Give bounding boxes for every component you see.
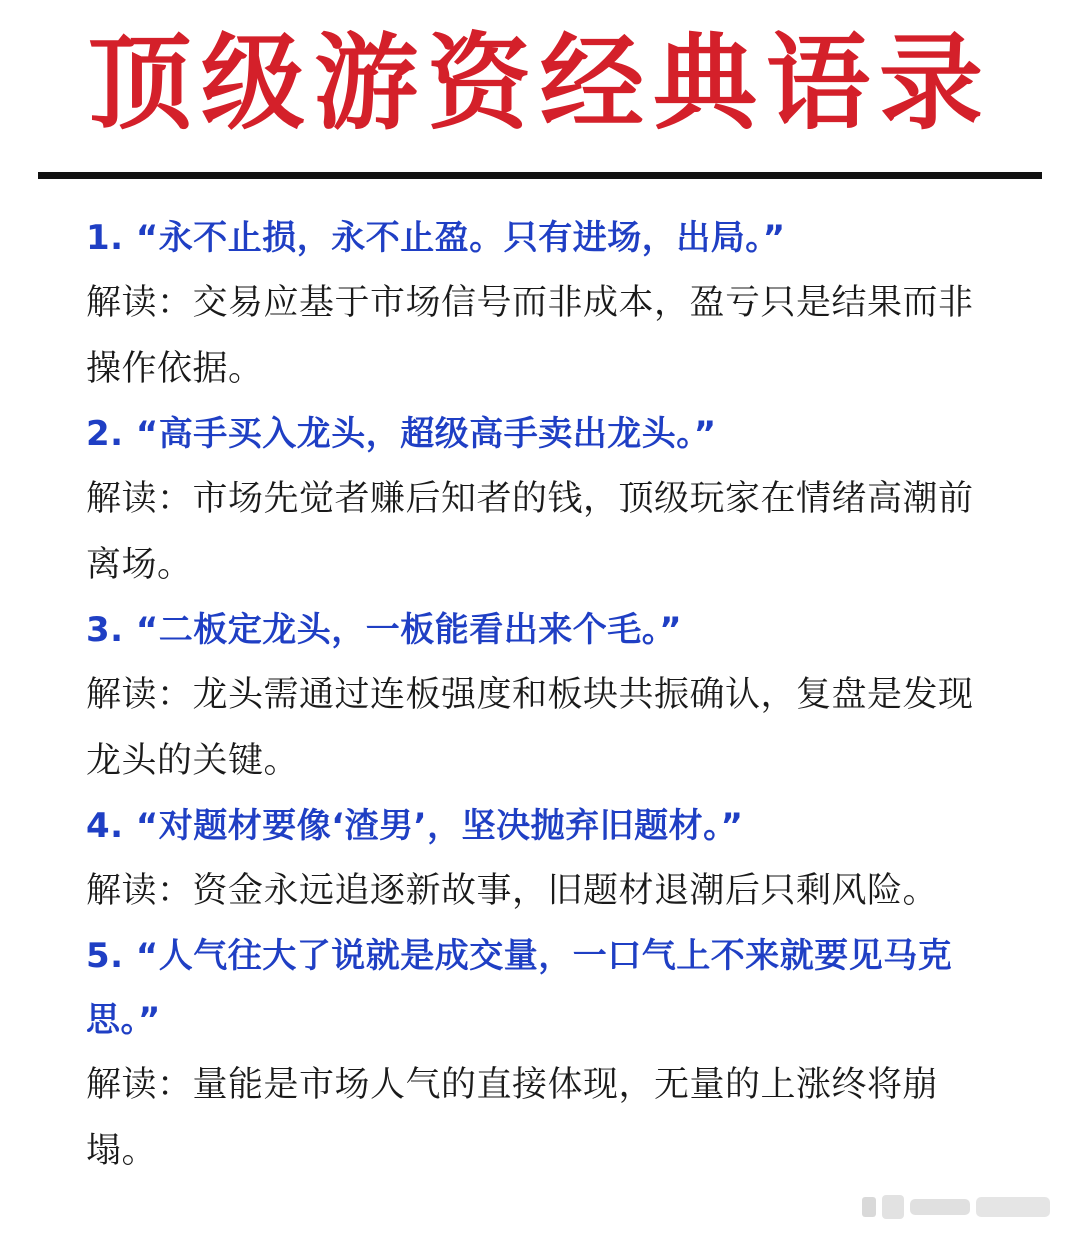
quote-text: 1. “永不止损，永不止盈。只有进场，出局。” — [86, 218, 786, 258]
quote-explanation: 解读：资金永远追逐新故事，旧题材退潮后只剩风险。 — [86, 871, 939, 911]
quote-text: 3. “二板定龙头，一板能看出来个毛。” — [86, 610, 683, 650]
quote-explanation: 解读：交易应基于市场信号而非成本，盈亏只是结果而非操作依据。 — [86, 283, 974, 389]
quote-text: 5. “人气往大了说就是成交量，一口气上不来就要见马克思。” — [86, 936, 953, 1040]
quote-explanation: 解读：量能是市场人气的直接体现，无量的上涨终将崩塌。 — [86, 1065, 939, 1171]
quote-explanation: 解读：市场先觉者赚后知者的钱，顶级玩家在情绪高潮前离场。 — [86, 479, 974, 585]
page-title: 顶级游资经典语录 — [87, 22, 992, 144]
title-divider — [38, 172, 1042, 179]
quote-list — [86, 206, 1026, 1184]
watermark-logo — [858, 1187, 1058, 1227]
quote-explanation: 解读：龙头需通过连板强度和板块共振确认，复盘是发现龙头的关键。 — [86, 675, 974, 781]
quote-item — [86, 794, 1026, 924]
quote-item — [86, 206, 1026, 402]
quote-text: 4. “对题材要像‘渣男’，坚决抛弃旧题材。” — [86, 806, 744, 846]
quote-item — [86, 402, 1026, 598]
quote-text: 2. “高手买入龙头，超级高手卖出龙头。” — [86, 414, 717, 454]
quote-item — [86, 924, 1026, 1184]
quote-item — [86, 598, 1026, 794]
